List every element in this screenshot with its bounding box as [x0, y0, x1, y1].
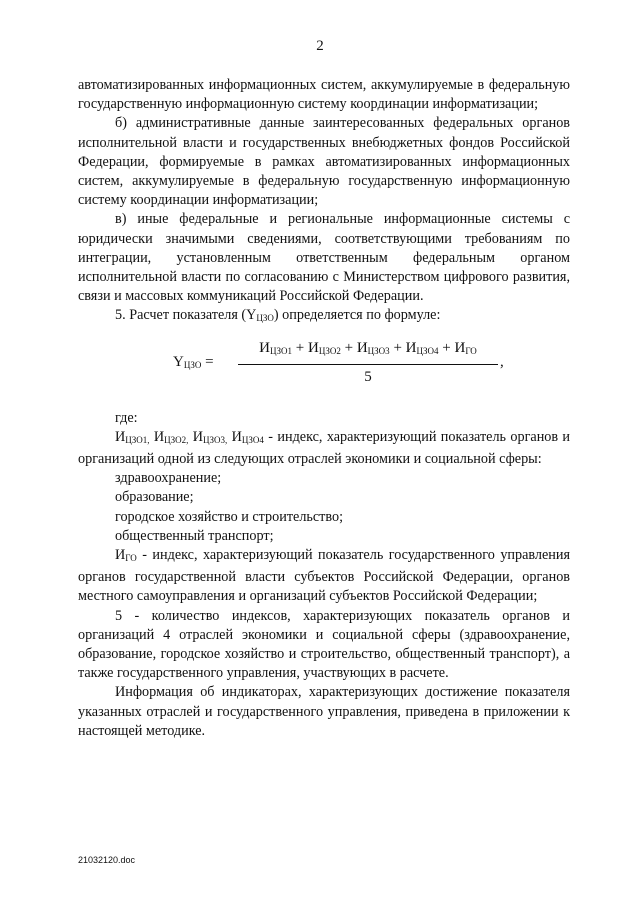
paragraph-item-v: в) иные федеральные и региональные информационные системы с юридически значимыми сведениями, соответствующими требованиям по интеграции, установленным ответственным федеральным органом исполнительной власти по согласованию с Министерством цифрового развития, связи и массовых коммуникаций Российской Федерации. — [78, 211, 570, 305]
list-item: здравоохранение; — [115, 470, 222, 487]
document-filename: 21032120.doc — [78, 855, 136, 865]
formula-numerator: $И_{ЦЗО1} + И_{ЦЗО2} + И_{ЦЗО3} + И_{ЦЗО4} + И_{ГО}$ — [238, 339, 498, 365]
list-item: городское хозяйство и строительство; — [115, 508, 344, 525]
definition-count: 5 - количество индексов, характеризующих показатель органов и организаций 4 отраслей экономики и социальной сферы (здравоохранение, образование, городское хозяйство и строительство, общественный транспорт), а также государственного управления, участвующих в расчете. — [78, 607, 570, 682]
formula-fraction — [238, 339, 498, 387]
definition-index-go: $И_{ГО}$ - индекс, характеризующий показатель государственного управления органов государственной власти субъектов Российской Федерации, органов местного самоуправления и организаций субъектов Российской Федерации; — [78, 547, 570, 605]
document-body — [78, 76, 570, 741]
list-item: образование; — [115, 489, 194, 506]
formula-comma: , — [500, 353, 504, 370]
where-label: где: — [115, 409, 138, 426]
definition-index-czo: $И_{ЦЗО1,}$ $И_{ЦЗО2,}$ $И_{ЦЗО3,}$ $И_{ЦЗО4}$ - индекс, характеризующий показатель органов и организаций одной из следующих отраслей экономики и социальной сферы: — [78, 428, 571, 468]
formula-lhs: $Y_{ЦЗО}$ = — [173, 353, 214, 370]
paragraph-item-5: 5. Расчет показателя $(Y_{ЦЗО})$ определяется по формуле: — [115, 307, 441, 324]
paragraph-continuation: автоматизированных информационных систем, аккумулируемые в федеральную государственную информационную систему координации информатизации; — [78, 77, 570, 113]
final-paragraph: Информация об индикаторах, характеризующих достижение показателя указанных отраслей и государственного управления, приведена в приложении к настоящей методике. — [78, 684, 570, 739]
formula — [78, 337, 570, 397]
list-item: общественный транспорт; — [115, 527, 274, 544]
paragraph-item-b: б) административные данные заинтересованных федеральных органов исполнительной власти и государственных внебюджетных фондов Российской Федерации, формируемые в рамках автоматизированных информационных систем, аккумулируемые в федеральную государственную информационную систему координации информатизации; — [78, 115, 570, 209]
page-number: 2 — [316, 38, 324, 54]
formula-denominator: 5 — [364, 368, 372, 385]
